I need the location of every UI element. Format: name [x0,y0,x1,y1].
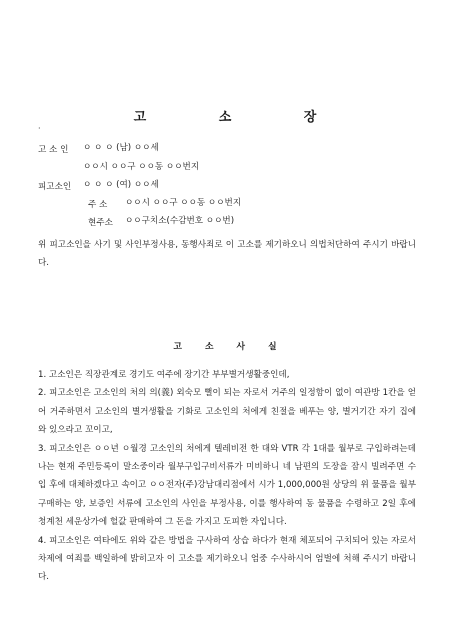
document-title: 고 소 장 [133,110,317,125]
fact-item-2: 2. 피고소인은 고소인의 처의 의(義) 외숙모 뻘이 되는 자로서 거주의 일정함이 없이 여관방 1칸을 얻어 거주하면서 고소인의 별거생활을 기화로 고소인의 처에게 친절을 베푸는 양, 별거기간 자기 집에 와 있으라고 꼬이고, [38,388,416,436]
accused-address-label: 주 소 [88,200,108,210]
complainant-address: ㅇㅇ시 ㅇㅇ구 ㅇㅇ동 ㅇㅇ번지 [83,162,200,172]
accused-address: ㅇㅇ시 ㅇㅇ구 ㅇㅇ동 ㅇㅇ번지 [125,198,242,208]
accused-current-label: 현주소 [88,218,113,228]
complainant-label: 고 소 인 [38,145,69,155]
fact-item-4: 4. 피고소인은 여타에도 위와 같은 방법을 구사하여 상습 하다가 현재 체포되어 구치되어 있는 자로서 차제에 여죄를 백일하에 밝히고자 이 고소를 제기하오니 엄중 수사하시어 엄벌에 처해 주시기 바랍니다. [38,535,416,583]
facts-list [38,366,416,587]
accused-label: 피고소인 [38,182,72,192]
fact-item-3: 3. 피고소인은 ㅇㅇ년 ㅇ월경 고소인의 처에게 텔레비전 한 대와 VTR 각 1대를 월부로 구입하려는데 나는 현재 주민등록이 말소중이라 월부구입구비서류가 미비하니 네 남편의 도장을 잠시 빌려주면 수입 후에 대체하겠다고 속이고 ㅇㅇ전자(주)강남대리점에서 시가 1,000,000원 상당의 위 물품을 월부 구매하는 양, 보증인 서류에 고소인의 사인을 부정사용, 이를 행사하여 동 물품을 수령하고 2일 후에 청계천 세운상가에 헐값 판매하여 그 돈을 가지고 도피한 자입니다. [38,443,416,528]
complainant-name: ㅇ ㅇ ㅇ (남) ㅇㅇ세 [83,143,159,153]
intro-paragraph: 위 피고소인을 사기 및 사인부정사용, 동행사죄로 이 고소를 제기하오니 의법처단하여 주시기 바랍니다. [38,240,416,269]
fact-item-1: 1. 고소인은 직장관계로 경기도 여주에 장기간 부부별거생활중인데, [38,370,290,380]
mark: · [38,124,41,133]
facts-title: 고 소 사 실 [173,342,277,352]
accused-current-address: ㅇㅇ구치소(수감번호 ㅇㅇ번) [125,216,235,226]
accused-name: ㅇ ㅇ ㅇ (여) ㅇㅇ세 [83,180,159,190]
